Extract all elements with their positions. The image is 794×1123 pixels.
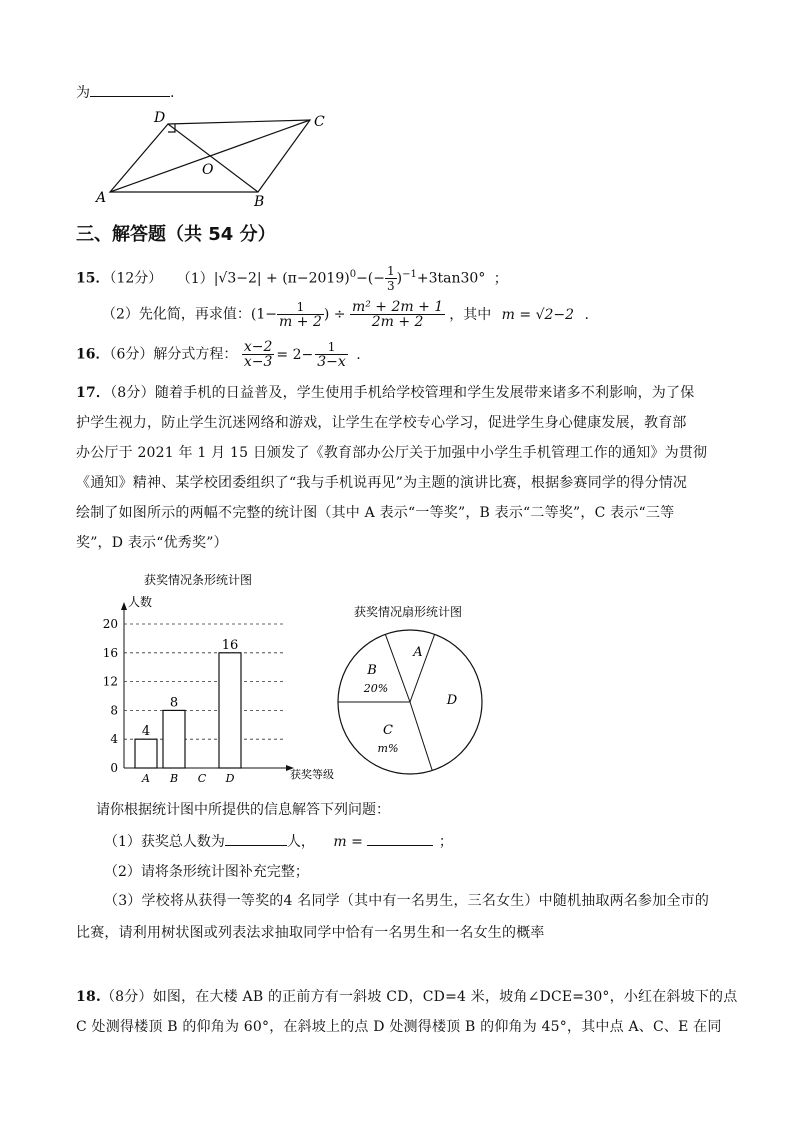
q15-exp-neg1: −1 bbox=[402, 269, 417, 280]
pie-value-b: 20% bbox=[363, 682, 389, 695]
bar-ytick-label: 12 bbox=[102, 674, 118, 689]
q16-mid: = 2− bbox=[276, 346, 314, 363]
q17-line-2: 护学生视力，防止学生沉迷网络和游戏，让学生在学校专心学习，促进学生身心健康发展，教育部 bbox=[76, 415, 687, 431]
q15-expr-d: +3tan30° bbox=[416, 270, 486, 287]
q17-line-6: 奖”，D 表示“优秀奖”） bbox=[76, 535, 228, 551]
q15-frac1 bbox=[385, 264, 397, 293]
q17-sub1-c: m = bbox=[333, 834, 363, 850]
q15-semicolon: ； bbox=[493, 270, 508, 287]
q14-prefix: 为 bbox=[76, 85, 90, 101]
q17-number: 17． bbox=[76, 385, 111, 401]
q17-blank-total bbox=[225, 831, 287, 846]
q14-period: . bbox=[170, 85, 175, 101]
bar-ytick-label: 16 bbox=[102, 645, 118, 660]
q16-number: 16． bbox=[76, 346, 110, 363]
pie-label-b: B bbox=[367, 663, 377, 678]
bar-y-arrow bbox=[121, 602, 127, 610]
q15-frac3-den: 2m + 2 bbox=[371, 314, 424, 330]
pie-chart-title: 获奖情况扇形统计图 bbox=[354, 605, 463, 619]
section-title: 三、解答题（共 54 分） bbox=[76, 224, 276, 245]
bar-y-label: 人数 bbox=[128, 595, 153, 609]
q15-part1-label: （1） bbox=[176, 270, 214, 287]
q15-number: 15． bbox=[76, 270, 110, 287]
q17-line-5: 绘制了如图所示的两幅不完整的统计图（其中 A 表示“一等奖”，B 表示“二等奖”，C 表示“三等 bbox=[76, 505, 675, 521]
bar-ytick-label: 20 bbox=[102, 617, 118, 631]
q17-line-1 bbox=[76, 378, 707, 408]
q17-paragraph bbox=[76, 378, 707, 558]
q17-sub3-line2: 比赛，请利用树状图或列表法求抽取同学中恰有一名男生和一名女生的概率 bbox=[76, 925, 545, 941]
bar-data-label: 8 bbox=[169, 695, 179, 711]
q18-number: 18. bbox=[76, 989, 101, 1005]
q16-dot: . bbox=[356, 346, 361, 363]
pie-chart bbox=[330, 596, 490, 776]
q15-expr-a: |√3−2| + (π−2019) bbox=[213, 270, 350, 287]
q17-line-3: 办公厅于 2021 年 1 月 15 日颁发了《教育部办公厅关于加强中小学生手机管理工作的通知》为贯彻 bbox=[76, 445, 708, 461]
bar-a bbox=[135, 739, 157, 768]
answer-blank bbox=[90, 82, 170, 97]
q15-score: （12分） bbox=[109, 270, 163, 287]
bar-ytick-label: 0 bbox=[110, 761, 118, 775]
bar-d bbox=[219, 653, 241, 768]
q15-expr-c: ) bbox=[396, 270, 403, 287]
q15-part2-label: （2）先化简，再求值： bbox=[102, 306, 251, 323]
q15-p2-b: ) ÷ bbox=[323, 306, 346, 323]
q15-frac3-num: m² + 2m + 1 bbox=[351, 299, 444, 315]
q17-sub1-d: ； bbox=[438, 834, 453, 850]
q16-score: （6分） bbox=[109, 346, 154, 363]
q16-frac1 bbox=[242, 340, 275, 369]
q16-text: 解分式方程： bbox=[153, 346, 238, 363]
q16 bbox=[76, 340, 361, 369]
bar-category-label: C bbox=[197, 772, 207, 785]
q16-frac1-den: x−3 bbox=[243, 354, 273, 370]
q17-sub3-line1: （3）学校将从获得一等奖的4 名同学（其中有一名男生，三名女生）中随机抽取两名参加全市的 bbox=[104, 893, 710, 909]
q16-frac1-num: x−2 bbox=[243, 339, 273, 355]
q17-text-1: 随着手机的日益普及，学生使用手机给学校管理和学生发展带来诸多不利影响，为了保 bbox=[154, 385, 695, 401]
q15-p2-d: m = √2−2 bbox=[501, 306, 575, 323]
label-d: D bbox=[154, 110, 166, 126]
q14-tail bbox=[76, 82, 174, 103]
q15-expr-b: −(− bbox=[356, 270, 386, 287]
pie-label-c: C bbox=[383, 723, 393, 738]
label-b: B bbox=[254, 194, 265, 208]
label-c: C bbox=[314, 114, 325, 130]
q18-score: （8分） bbox=[100, 989, 153, 1005]
pie-label-d: D bbox=[446, 693, 458, 708]
q17-sub1-a: （1）获奖总人数为 bbox=[104, 834, 225, 850]
q15-frac1-num: 1 bbox=[387, 264, 395, 279]
q17-sub1-b: 人， bbox=[286, 834, 315, 850]
bar-chart bbox=[96, 568, 336, 786]
q15-frac2-den: m + 2 bbox=[279, 314, 322, 330]
q15-p2-dot: . bbox=[584, 306, 589, 323]
q17-line-4: 《通知》精神、某学校团委组织了“我与手机说再见”为主题的演讲比赛，根据参赛同学的得分情况 bbox=[76, 475, 688, 491]
label-o: O bbox=[202, 162, 214, 178]
q15-part1 bbox=[76, 262, 508, 293]
q17-prompt: 请你根据统计图中所提供的信息解答下列问题： bbox=[96, 802, 390, 818]
q18-text-1: 如图，在大楼 AB 的正前方有一斜坡 CD，CD=4 米，坡角∠DCE=30°，小红在斜坡下的点 bbox=[152, 989, 738, 1005]
q16-frac2-den: 3−x bbox=[317, 354, 346, 370]
q15-exp-zero: 0 bbox=[349, 269, 357, 280]
bar-b bbox=[163, 710, 185, 768]
bar-data-label: 16 bbox=[221, 637, 239, 653]
q15-frac1-den: 3 bbox=[387, 279, 395, 294]
bar-category-label: A bbox=[142, 772, 150, 785]
pie-value-c: m% bbox=[377, 742, 399, 755]
bar-category-label: D bbox=[225, 772, 235, 785]
parallelogram-diagram bbox=[90, 108, 340, 208]
q17-sub1 bbox=[104, 831, 453, 852]
q15-frac3 bbox=[350, 300, 445, 329]
q15-part2 bbox=[102, 300, 589, 329]
q16-frac2 bbox=[315, 340, 348, 369]
bar-category-label: B bbox=[169, 772, 179, 785]
q17-score: （8分） bbox=[110, 385, 155, 401]
q15-p2-c: ，其中 bbox=[449, 306, 492, 323]
diagonal-bd bbox=[168, 124, 258, 192]
q17-sub2: （2）请将条形统计图补充完整； bbox=[104, 864, 309, 880]
pie-label-a: A bbox=[413, 645, 423, 660]
bar-chart-title: 获奖情况条形统计图 bbox=[144, 573, 253, 587]
q16-frac2-num: 1 bbox=[315, 340, 348, 355]
q15-frac2 bbox=[277, 300, 324, 329]
bar-x-label: 获奖等级 bbox=[290, 768, 334, 781]
q18-line-1 bbox=[76, 982, 737, 1012]
bar-ytick-label: 8 bbox=[110, 703, 118, 718]
label-a: A bbox=[96, 190, 107, 206]
bar-data-label: 4 bbox=[141, 724, 151, 740]
q18-line-2: C 处测得楼顶 B 的仰角为 60°，在斜坡上的点 D 处测得楼顶 B 的仰角为 45°，其中点 A、C、E 在同 bbox=[76, 1019, 722, 1035]
q17-blank-m bbox=[367, 831, 433, 846]
q15-p2-a: (1− bbox=[250, 306, 278, 323]
q15-frac2-num: 1 bbox=[277, 300, 324, 315]
bar-ytick-label: 4 bbox=[110, 732, 118, 747]
